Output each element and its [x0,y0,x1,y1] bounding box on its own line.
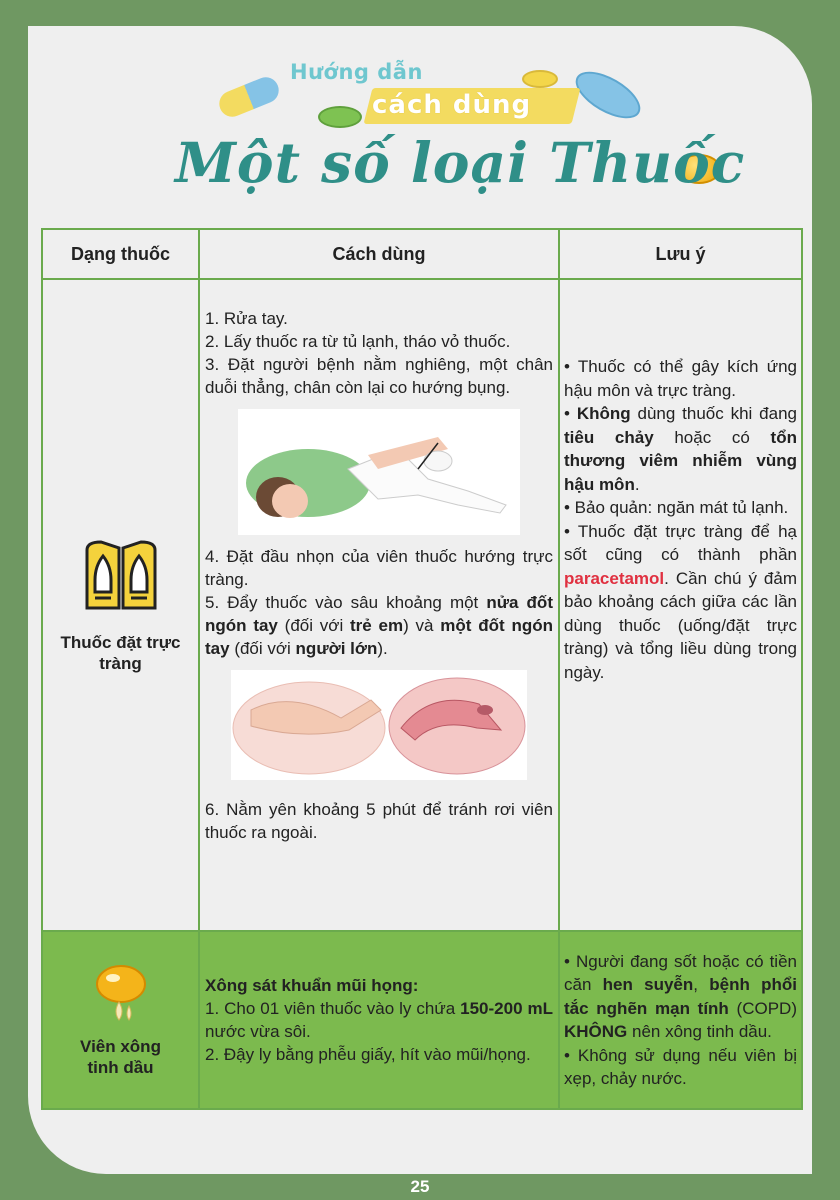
note-1: • Người đang sốt hoặc có tiền căn hen suyễn, bệnh phổi tắc nghẽn mạn tính (COPD) KHÔNG nên xông tinh dầu. [564,951,797,1041]
usage-title: Xông sát khuẩn mũi họng: [205,976,419,995]
form-cell [42,931,199,1109]
notes-cell [559,931,802,1109]
table-header-row [42,229,802,279]
form-cell [42,279,199,931]
note-3: • Bảo quản: ngăn mát tủ lạnh. [564,498,789,517]
usage-cell [199,931,559,1109]
page-title: Một số loại Thuốc [175,130,746,195]
usage-cell [199,279,559,931]
step-4: 4. Đặt đầu nhọn của viên thuốc hướng trực tràng. [205,547,553,589]
note-2: • Không dùng thuốc khi đang tiêu chảy hoặc có tổn thương viêm nhiễm vùng hậu môn. [564,404,797,494]
form-label: Thuốc đặt trực tràng [60,633,181,673]
table-row [42,279,802,931]
step-1: 1. Rửa tay. [205,309,288,328]
notes-cell [559,279,802,931]
step-1: 1. Cho 01 viên thuốc vào ly chứa 150-200 mL nước vừa sôi. [205,999,553,1041]
note-1: • Thuốc có thể gây kích ứng hậu môn và trực tràng. [564,357,797,400]
step-2: 2. Đậy ly bằng phễu giấy, hít vào mũi/họng. [205,1045,531,1064]
lying-patient-illustration [238,409,520,535]
essential-oil-drop-icon [93,962,149,1026]
page-number: 25 [410,1177,430,1196]
header-form: Dạng thuốc [42,229,199,279]
step-5: 5. Đẩy thuốc vào sâu khoảng một nửa đốt ngón tay (đối với trẻ em) và một đốt ngón tay (đối với người lớn). [205,593,553,658]
insertion-illustration [231,670,527,780]
step-3: 3. Đặt người bệnh nằm nghiêng, một chân duỗi thẳng, chân còn lại co hướng bụng. [205,355,553,397]
note-4: • Thuốc đặt trực tràng để hạ sốt cũng có thành phần paracetamol. Cần chú ý đảm bảo khoảng cách giữa các lần dùng thuốc (uống/đặt trực tràng) và tổng liều dùng trong ngày. [564,521,797,682]
suppository-icon [81,536,161,616]
pill-green-icon [318,106,362,128]
pill-yellow-icon [522,70,558,88]
note-2: • Không sử dụng nếu viên bị xẹp, chảy nước. [564,1045,797,1088]
header-line-2: cách dùng [372,90,532,120]
header-notes: Lưu ý [559,229,802,279]
table-row [42,931,802,1109]
step-6: 6. Nằm yên khoảng 5 phút để tránh rơi viên thuốc ra ngoài. [205,800,553,842]
header-usage: Cách dùng [199,229,559,279]
step-2: 2. Lấy thuốc ra từ tủ lạnh, tháo vỏ thuốc. [205,332,511,351]
medicine-table [41,228,803,1110]
header-line-1: Hướng dẫn [290,60,423,84]
form-label: Viên xông tinh dầu [80,1037,161,1077]
